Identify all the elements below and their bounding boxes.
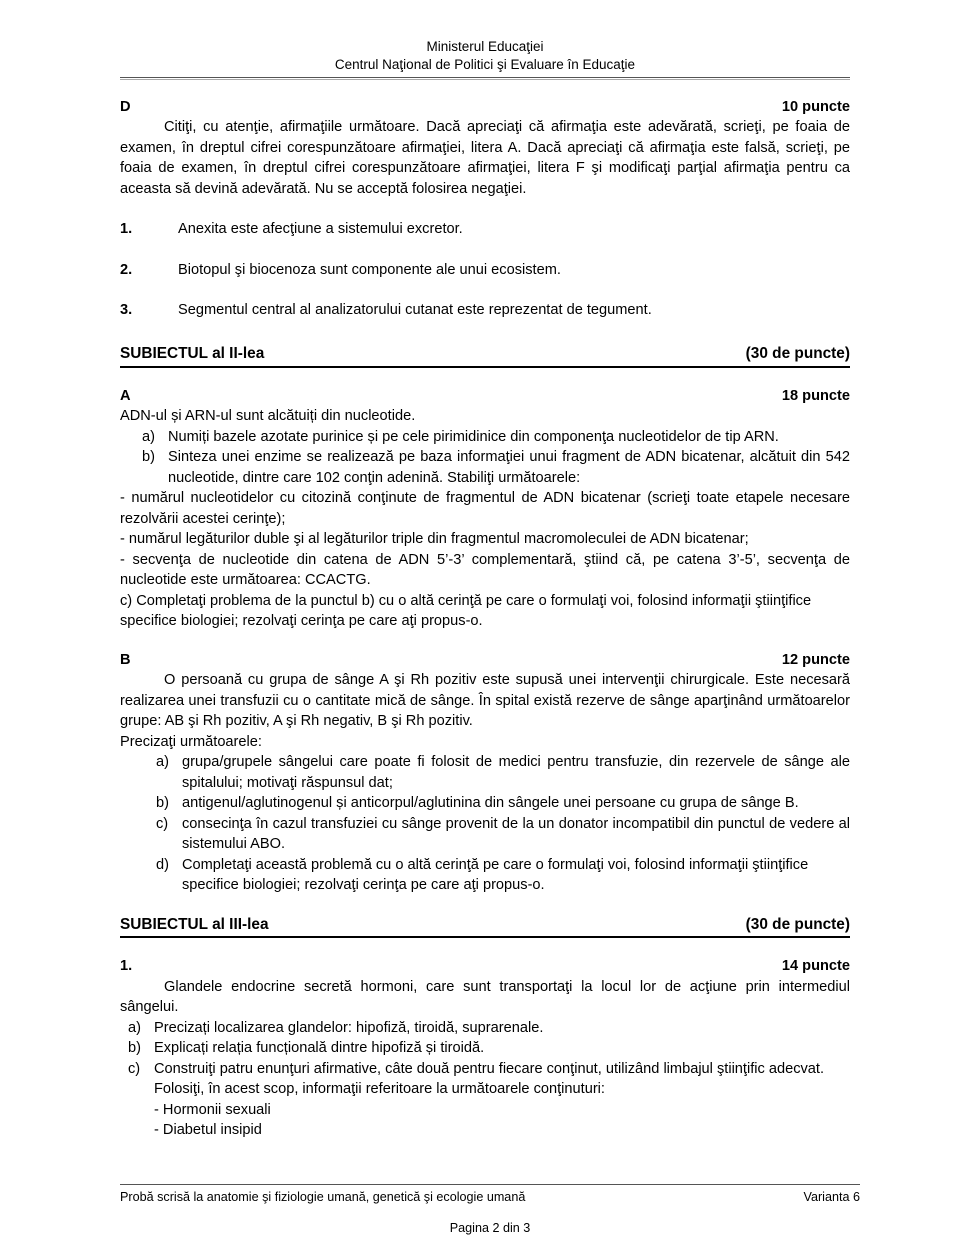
part-1-label: 1.	[120, 958, 133, 975]
subiect-2-points: (30 de puncte)	[745, 344, 850, 362]
part-b-list	[120, 752, 850, 896]
statement-text: Anexita este afecţiune a sistemului excretor.	[178, 221, 463, 238]
list-item-marker: c)	[156, 815, 169, 832]
part-1-topic-2: - Diabetul insipid	[154, 1122, 262, 1139]
document-footer	[120, 1184, 860, 1255]
list-item	[128, 1059, 850, 1080]
list-item	[142, 447, 850, 488]
list-item-marker: b)	[142, 449, 155, 466]
list-item	[156, 752, 850, 793]
part-1-topic-1: - Hormonii sexuali	[154, 1101, 271, 1118]
header-center-line: Centrul Naţional de Politici şi Evaluare în Educaţie	[334, 56, 636, 72]
list-item-marker: b)	[156, 795, 169, 812]
list-item	[128, 1018, 850, 1039]
list-item-text: Sinteza unei enzime se realizează pe baza informaţiei unui fragment de ADN bicatenar, alcătuit din 542 nucleotide, dintre care 102 conţin adenină. Stabiliţi următoarele:	[168, 449, 850, 486]
part-a-dash-3: - secvenţa de nucleotide din catena de ADN 5’-3’ complementară, ştiind că, pe catena 3’-5’, secvenţa de nucleotide este următoarea: CCACTG.	[120, 551, 850, 589]
list-item-text: Explicați relația funcțională dintre hipofiză și tiroidă.	[154, 1040, 485, 1057]
part-b-header	[120, 650, 850, 671]
subiect-3-heading	[120, 914, 850, 939]
part-b-points: 12 puncte	[781, 651, 850, 668]
list-item-text: Numiți bazele azotate purinice și pe cele pirimidinice din componenţa nucleotidelor de tip ARN.	[168, 428, 779, 445]
subiect-3-points: (30 de puncte)	[745, 915, 850, 933]
section-d-label: D	[120, 98, 131, 115]
part-b-label: B	[120, 651, 131, 668]
part-a-dash-2: - numărul legăturilor duble şi al legăturilor triple din fragmentul macromoleculei de ADN bicatenar;	[120, 531, 749, 548]
list-item	[142, 427, 850, 448]
footer-variant: Varianta 6	[803, 1190, 860, 1204]
list-item-text: Completaţi această problemă cu o altă cerinţă pe care o formulaţi voi, folosind informaţii ştiinţifice specifice biologiei; rezolvaţi cerinţa pe care aţi propus-o.	[182, 856, 809, 894]
part-a-dash-1: - numărul nucleotidelor cu citozină conţinute de fragmentul de ADN bicatenar (scrieţi toate etapele necesare rezolvării acestei cerinţe);	[120, 490, 850, 527]
subiect-2-heading	[120, 343, 850, 368]
list-item-marker: c)	[128, 1060, 141, 1077]
statement-text: Segmentul central al analizatorului cutanat este reprezentat de tegument.	[178, 302, 652, 319]
part-1-list	[120, 1018, 850, 1141]
statement-text: Biotopul şi biocenoza sunt componente ale unui ecosistem.	[178, 261, 561, 278]
statement-item	[120, 300, 850, 321]
statement-item	[120, 260, 850, 281]
statement-number: 2.	[120, 261, 133, 278]
subiect-3-title: SUBIECTUL al III-lea	[120, 915, 269, 933]
list-item-marker: a)	[142, 428, 155, 445]
part-1-follow: Folosiţi, în acest scop, informaţii referitoare la următoarele conţinuturi:	[154, 1081, 605, 1098]
list-item-text: grupa/grupele sângelui care poate fi folosit de medici pentru transfuzie, din rezervele de sânge ale spitalului; motivaţi răspunsul dat;	[182, 754, 850, 791]
list-item-text: Construiţi patru enunţuri afirmative, câte două pentru fiecare conţinut, utilizând limbajul ştiinţific adecvat.	[154, 1060, 825, 1077]
list-item	[156, 855, 850, 896]
part-1-header	[120, 956, 850, 977]
list-item-marker: a)	[128, 1019, 141, 1036]
section-d-header	[120, 97, 850, 118]
statement-number: 1.	[120, 221, 133, 238]
part-1-follow-block	[128, 1079, 850, 1141]
section-d-points: 10 puncte	[781, 98, 850, 115]
list-item-marker: d)	[156, 856, 169, 873]
list-item	[128, 1038, 850, 1059]
footer-page-number: Pagina 2 din 3	[449, 1221, 531, 1235]
list-item	[156, 793, 850, 814]
header-ministry-line: Ministerul Educaţiei	[426, 39, 544, 54]
footer-exam-title: Probă scrisă la anatomie şi fiziologie umană, genetică şi ecologie umană	[120, 1190, 526, 1204]
part-b-intro: O persoană cu grupa de sânge A şi Rh pozitiv este supusă unei intervenţii chirurgicale. Este necesară realizarea unei transfuzii cu o cantitate mică de sânge. În spital există rezerve de sânge aparţinând următoarelor grupe: AB şi Rh pozitiv, A şi Rh negativ, B şi Rh pozitiv.	[120, 672, 850, 730]
list-item	[156, 814, 850, 855]
list-item-text: consecinţa în cazul transfuziei cu sânge provenit de la un donator incompatibil din punctul de vedere al sistemului ABO.	[182, 815, 850, 853]
part-1-intro: Glandele endocrine secretă hormoni, care sunt transportaţi la locul lor de acţiune prin intermediul sângelui.	[120, 978, 850, 1016]
document-body	[120, 80, 850, 1141]
statement-number: 3.	[120, 302, 133, 319]
subiect-2-title: SUBIECTUL al II-lea	[120, 344, 265, 362]
document-header	[120, 0, 850, 74]
section-d-instructions: Citiţi, cu atenţie, afirmaţiile următoare. Dacă apreciaţi că afirmaţia este adevărată, scrieţi, pe foaia de examen, în dreptul cifrei corespunzătoare afirmaţiei, litera A. Dacă apreciaţi că afirmaţia este falsă, scrieţi, pe foaia de examen, în dreptul cifrei corespunzătoare afirmaţiei, litera F şi modificaţi parţial afirmaţia pentru ca aceasta să devină adevărată. Nu se acceptă folosirea negaţiei.	[120, 119, 850, 197]
part-a-list	[120, 427, 850, 489]
list-item-text: antigenul/aglutinogenul și anticorpul/aglutinina din sângele unei persoane cu grupa de sânge B.	[182, 795, 799, 812]
part-a-item-c: c) Completaţi problema de la punctul b) cu o altă cerinţă pe care o formulaţi voi, folosind informaţii ştiinţifice specifice biologiei; rezolvaţi cerinţa pe care aţi propus-o.	[120, 592, 812, 630]
part-a-label: A	[120, 387, 131, 404]
part-a-header	[120, 386, 850, 407]
statement-item	[120, 219, 850, 240]
list-item-marker: b)	[128, 1040, 141, 1057]
list-item-text: Precizați localizarea glandelor: hipofiză, tiroidă, suprarenale.	[154, 1019, 544, 1036]
part-a-intro: ADN-ul și ARN-ul sunt alcătuiți din nucleotide.	[120, 408, 416, 425]
list-item-marker: a)	[156, 754, 169, 771]
part-1-points: 14 puncte	[781, 958, 850, 975]
part-a-points: 18 puncte	[781, 387, 850, 404]
part-b-lead: Precizaţi următoarele:	[120, 733, 262, 750]
